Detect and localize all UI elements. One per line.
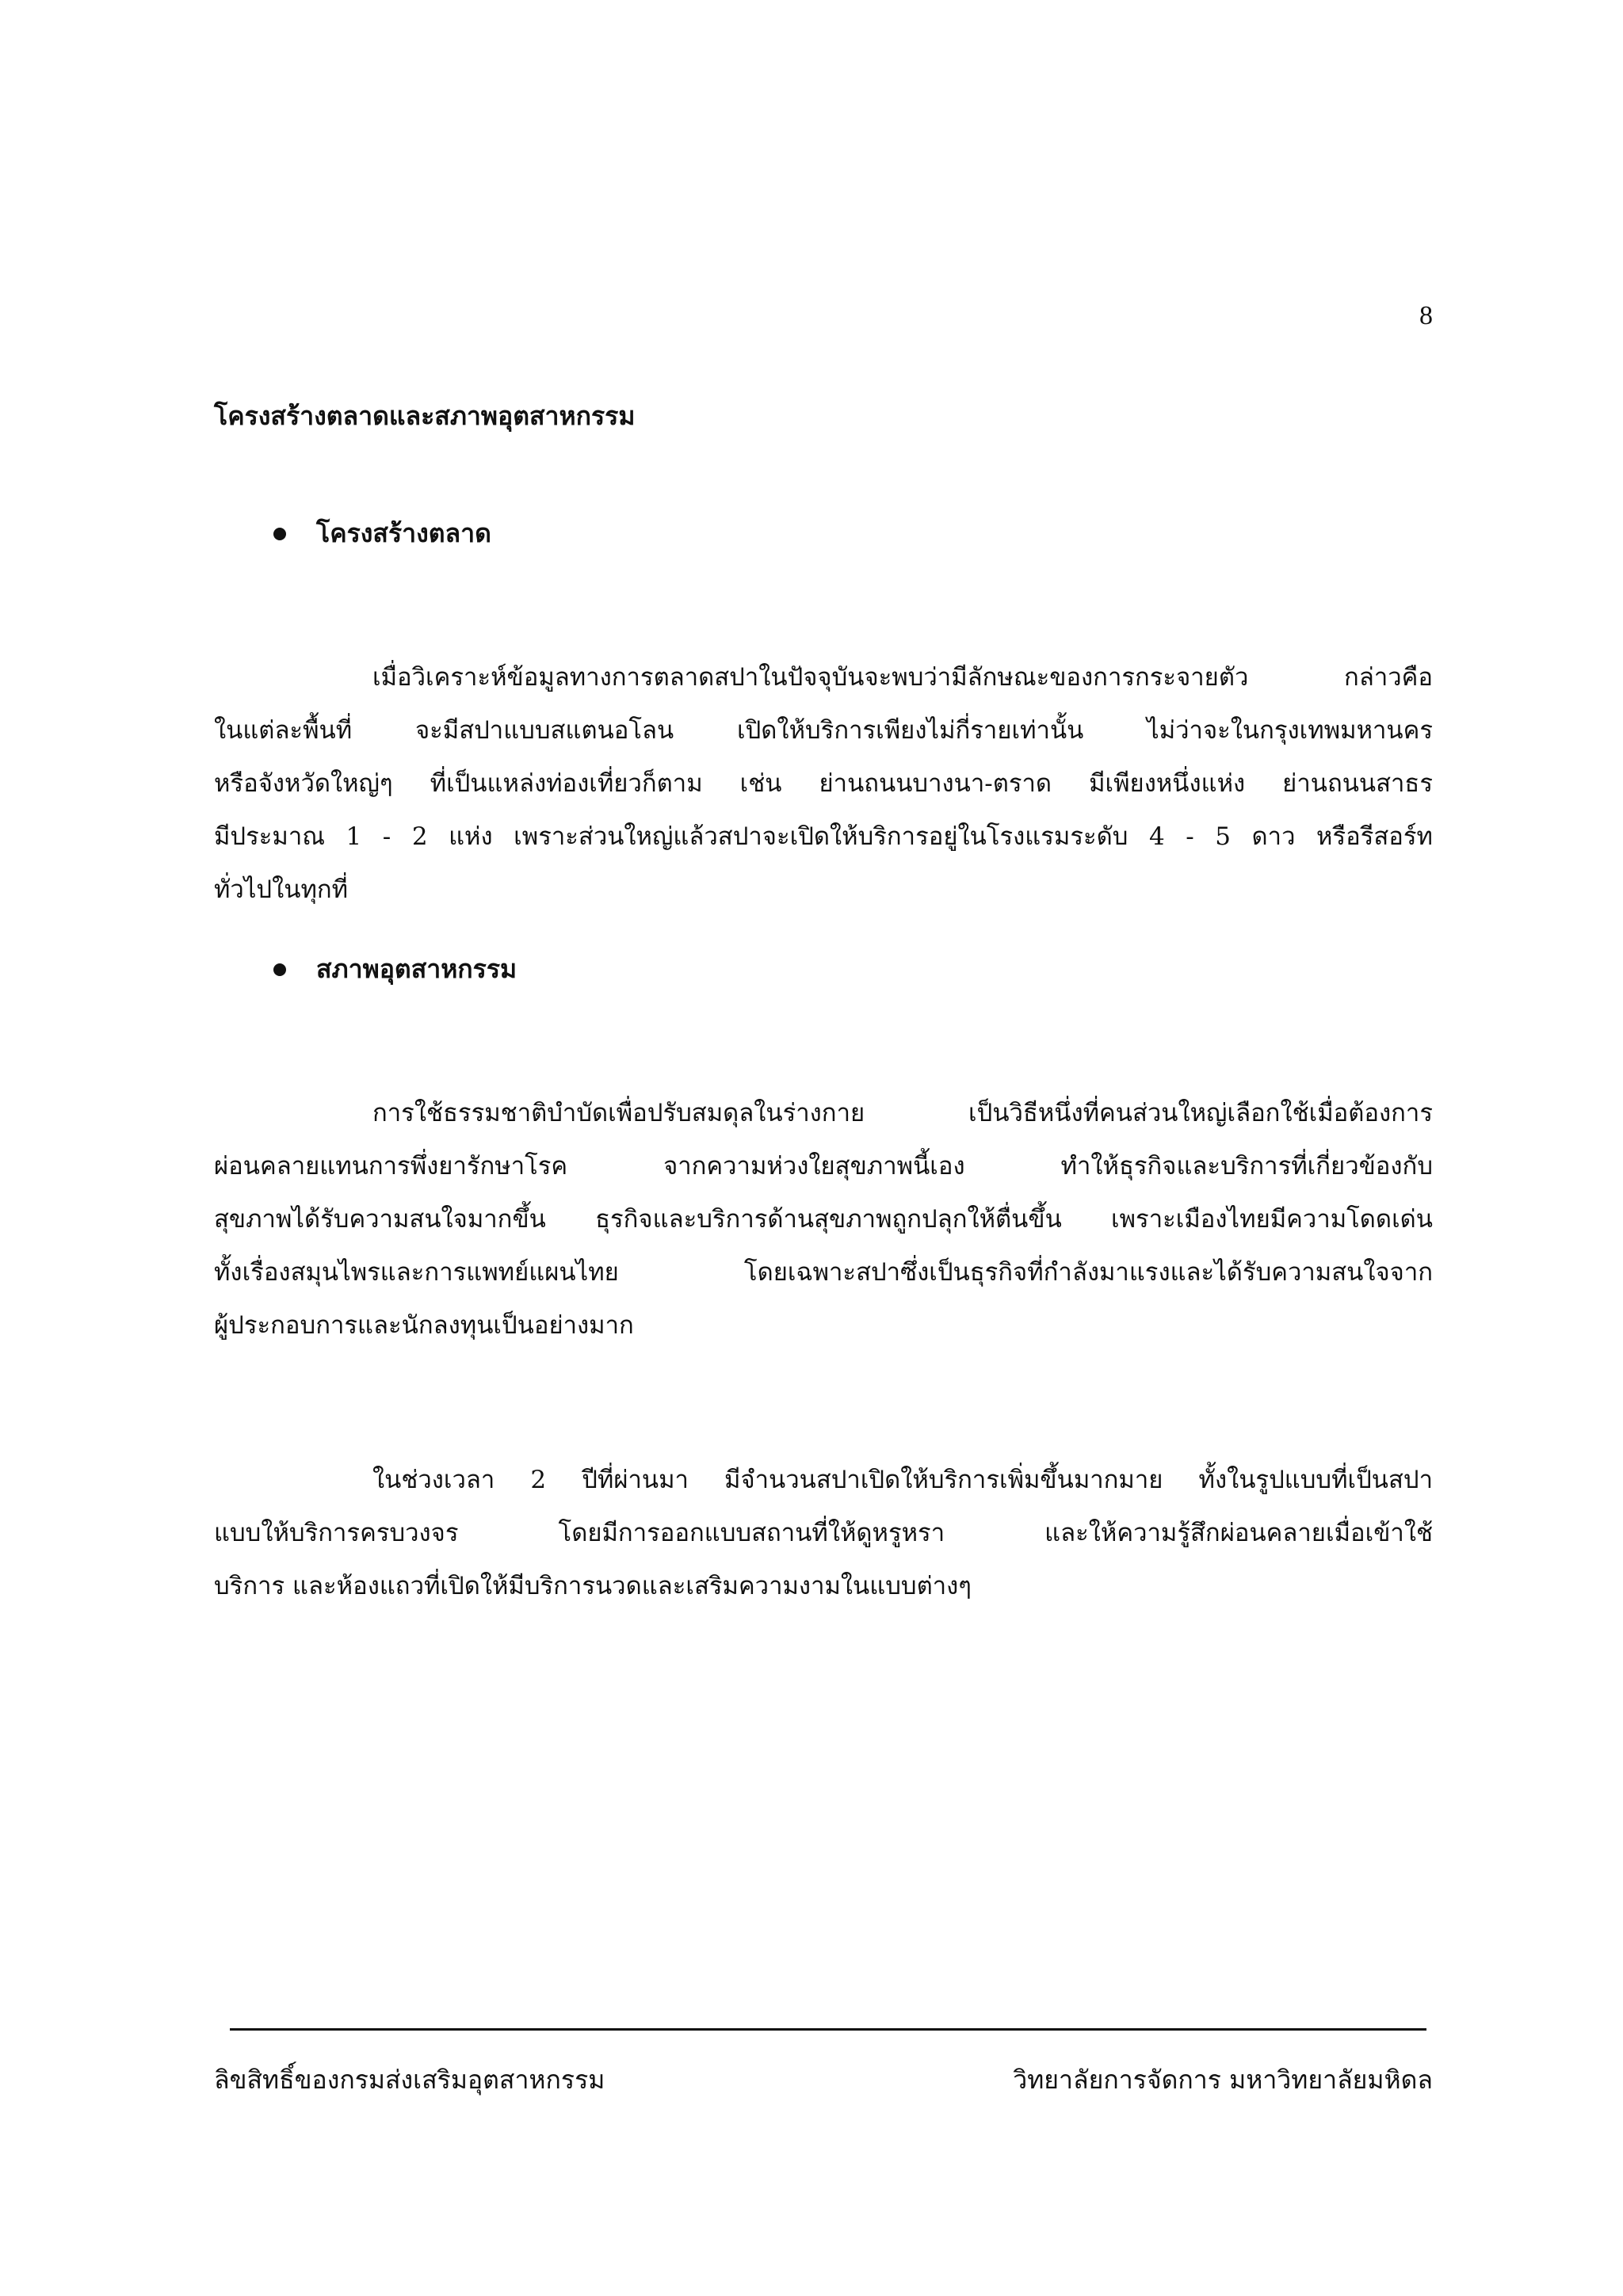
footer-rule [230,2028,1426,2031]
bullet-icon [273,528,286,540]
footer-institution: วิทยาลัยการจัดการ มหาวิทยาลัยมหิดล [1013,2065,1433,2095]
heading-text: สภาพอุตสาหกรรม [316,954,517,984]
paragraph-line: สุขภาพได้รับความสนใจมากขึ้น ธุรกิจและบริการด้านสุขภาพถูกปลุกให้ตื่นขึ้น เพราะเมืองไทยมีความโดดเด่น [214,1205,1433,1234]
paragraph-line: การใช้ธรรมชาติบำบัดเพื่อปรับสมดุลในร่างกาย เป็นวิธีหนึ่งที่คนส่วนใหญ่เลือกใช้เมื่อต้องการ [372,1099,1433,1127]
heading-text: โครงสร้างตลาด [316,518,491,548]
paragraph-line: ในช่วงเวลา 2 ปีที่ผ่านมา มีจำนวนสปาเปิดให้บริการเพิ่มขึ้นมากมาย ทั้งในรูปแบบที่เป็นสปา [372,1466,1433,1494]
paragraph-line: ทั้งเรื่องสมุนไพรและการแพทย์แผนไทย โดยเฉพาะสปาซึ่งเป็นธุรกิจที่กำลังมาแรงและได้รับความสนใจจาก [214,1258,1433,1287]
paragraph-line: เมื่อวิเคราะห์ข้อมูลทางการตลาดสปาในปัจจุบันจะพบว่ามีลักษณะของการกระจายตัว กล่าวคือ [372,663,1433,692]
page-number: 8 [1419,301,1433,330]
paragraph-line: บริการ และห้องแถวที่เปิดให้มีบริการนวดและเสริมความงามในแบบต่างๆ [214,1572,972,1600]
section-title: โครงสร้างตลาดและสภาพอุตสาหกรรม [214,401,636,431]
paragraph-line: ในแต่ละพื้นที่ จะมีสปาแบบสแตนอโลน เปิดให้บริการเพียงไม่กี่รายเท่านั้น ไม่ว่าจะในกรุงเทพมหานคร [214,716,1433,745]
paragraph-market-structure [214,651,1433,917]
bullet-icon [273,963,286,976]
paragraph-line: ผู้ประกอบการและนักลงทุนเป็นอย่างมาก [214,1311,634,1340]
paragraph-line: หรือจังหวัดใหญ่ๆ ที่เป็นแหล่งท่องเที่ยวก็ตาม เช่น ย่านถนนบางนา-ตราด มีเพียงหนึ่งแห่ง ย่านถนนสาธร [214,769,1433,798]
footer-copyright: ลิขสิทธิ์ของกรมส่งเสริมอุตสาหกรรม [214,2065,605,2095]
paragraph-line: มีประมาณ 1 - 2 แห่ง เพราะส่วนใหญ่แล้วสปาจะเปิดให้บริการอยู่ในโรงแรมระดับ 4 - 5 ดาว หรือรีสอร์ท [214,822,1433,851]
bullet-heading-industry-conditions [273,949,517,990]
paragraph-line: แบบให้บริการครบวงจร โดยมีการออกแบบสถานที่ให้ดูหรูหรา และให้ความรู้สึกผ่อนคลายเมื่อเข้าใช้ [214,1519,1433,1547]
paragraph-industry-1 [214,1087,1433,1352]
bullet-heading-market-structure [273,513,491,554]
paragraph-line: ผ่อนคลายแทนการพึ่งยารักษาโรค จากความห่วงใยสุขภาพนี้เอง ทำให้ธุรกิจและบริการที่เกี่ยวข้องกับ [214,1152,1433,1180]
paragraph-industry-2 [214,1454,1433,1613]
paragraph-line: ทั่วไปในทุกที่ [214,875,349,904]
